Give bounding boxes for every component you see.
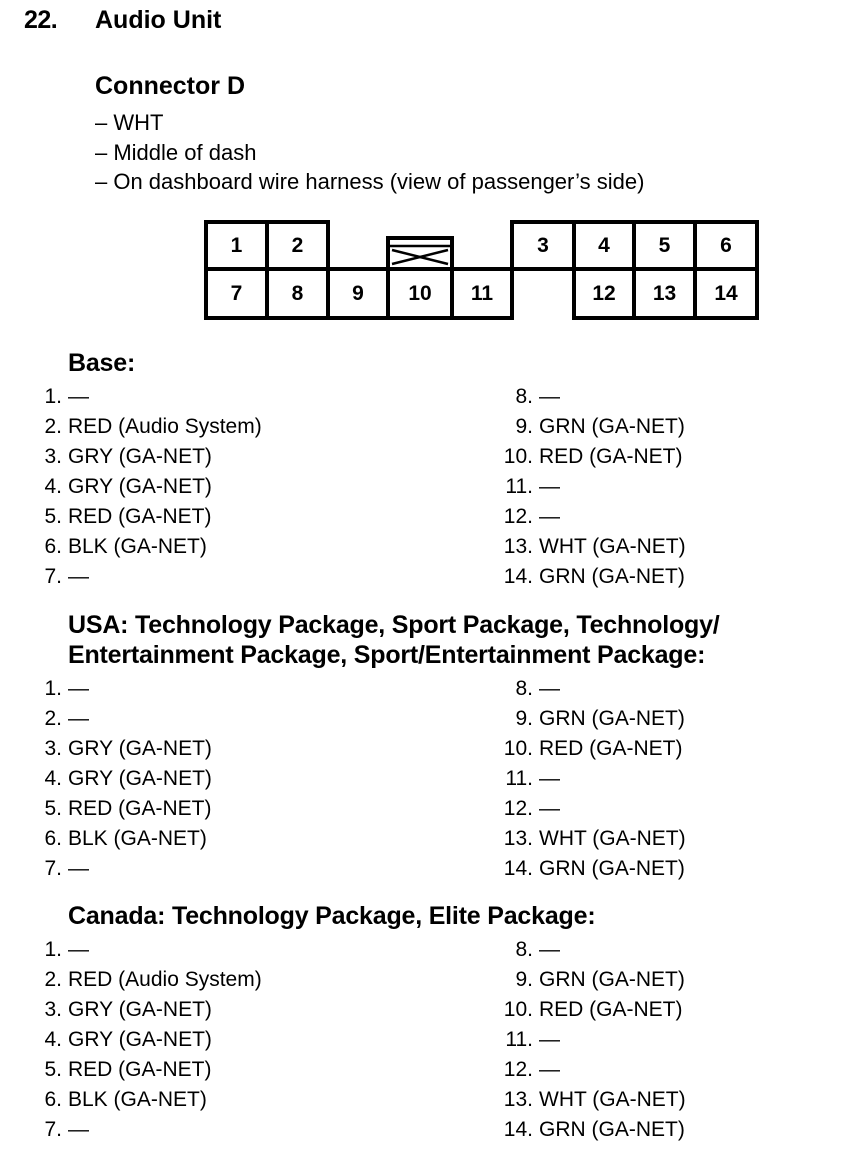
cavity-4: 4: [598, 233, 610, 257]
pin-wire: GRN (GA-NET): [539, 968, 685, 991]
pin-row: [497, 442, 683, 472]
pin-row: [26, 824, 207, 854]
pin-row: [26, 965, 262, 995]
pin-wire: —: [539, 767, 560, 790]
table-heading: Canada: Technology Package, Elite Package:: [68, 902, 596, 930]
pin-wire: RED (GA-NET): [68, 505, 212, 528]
pin-row: [497, 1115, 685, 1145]
pin-row: [497, 734, 683, 764]
pin-number: 13.: [503, 535, 533, 558]
pin-wire: WHT (GA-NET): [539, 535, 686, 558]
pin-number: 4.: [44, 767, 62, 790]
cavity-7: 7: [230, 281, 243, 305]
pin-number: 4.: [44, 475, 62, 498]
pin-number: 11.: [505, 475, 533, 498]
pin-row: [26, 674, 89, 704]
pin-number: 12.: [503, 1058, 533, 1081]
pin-row: [497, 764, 560, 794]
pin-row: [497, 935, 560, 965]
pin-wire: —: [539, 385, 560, 408]
pin-number: 6.: [44, 827, 62, 850]
pin-row: [26, 472, 212, 502]
pin-row: [26, 764, 212, 794]
pin-wire: GRY (GA-NET): [68, 998, 212, 1021]
cavity-11: 11: [470, 281, 494, 305]
pin-row: [26, 532, 207, 562]
pin-row: [497, 995, 683, 1025]
pin-wire: —: [539, 505, 560, 528]
pin-number: 6.: [44, 1088, 62, 1111]
pin-number: 9.: [515, 968, 533, 991]
pin-number: 7.: [44, 1118, 62, 1141]
cavity-2: 2: [291, 233, 304, 257]
pin-number: 2.: [44, 707, 62, 730]
pin-wire: GRN (GA-NET): [539, 707, 685, 730]
pin-number: 2.: [44, 415, 62, 438]
pin-row: [26, 1115, 89, 1145]
pin-wire: GRY (GA-NET): [68, 1028, 212, 1051]
pin-row: [497, 854, 685, 884]
pin-wire: GRN (GA-NET): [539, 1118, 685, 1141]
pin-wire: GRN (GA-NET): [539, 565, 685, 588]
pin-wire: RED (Audio System): [68, 415, 262, 438]
pin-number: 2.: [44, 968, 62, 991]
pin-row: [26, 412, 262, 442]
table-heading: USA: Technology Package, Sport Package, Technology/: [68, 611, 720, 639]
pin-number: 7.: [44, 565, 62, 588]
pin-number: 12.: [503, 797, 533, 820]
pin-row: [26, 935, 89, 965]
pin-row: [497, 472, 560, 502]
pin-number: 5.: [44, 1058, 62, 1081]
pin-wire: —: [539, 1028, 560, 1051]
pin-number: 9.: [515, 415, 533, 438]
cavity-10: 10: [408, 281, 432, 305]
pin-wire: BLK (GA-NET): [68, 827, 207, 850]
pin-number: 10.: [503, 998, 533, 1021]
pin-number: 3.: [44, 998, 62, 1021]
pin-row: [497, 794, 560, 824]
pin-wire: —: [68, 938, 89, 961]
pin-number: 1.: [44, 385, 62, 408]
pin-number: 8.: [515, 677, 533, 700]
pin-row: [26, 1085, 207, 1115]
pin-row: [26, 1055, 212, 1085]
pin-number: 9.: [515, 707, 533, 730]
pin-row: [497, 965, 685, 995]
pin-row: [497, 382, 560, 412]
pin-wire: RED (GA-NET): [68, 1058, 212, 1081]
pin-number: 13.: [503, 827, 533, 850]
connector-location: – Middle of dash: [95, 139, 257, 165]
pin-number: 14.: [503, 857, 533, 880]
pin-number: 1.: [44, 938, 62, 961]
pin-wire: —: [68, 677, 89, 700]
table-heading: Base:: [68, 349, 136, 377]
pin-wire: —: [68, 565, 89, 588]
pin-wire: GRY (GA-NET): [68, 737, 212, 760]
pin-wire: RED (GA-NET): [539, 998, 683, 1021]
pin-wire: GRY (GA-NET): [68, 445, 212, 468]
pin-wire: BLK (GA-NET): [68, 535, 207, 558]
pin-wire: RED (GA-NET): [68, 797, 212, 820]
pin-wire: RED (GA-NET): [539, 445, 683, 468]
pin-row: [26, 704, 89, 734]
pin-row: [26, 502, 212, 532]
pin-number: 8.: [515, 385, 533, 408]
pin-row: [26, 854, 89, 884]
cavity-5: 5: [658, 233, 671, 257]
pin-number: 11.: [505, 767, 533, 790]
pin-wire: —: [539, 677, 560, 700]
pin-row: [26, 382, 89, 412]
pin-wire: WHT (GA-NET): [539, 827, 686, 850]
pin-wire: —: [68, 707, 89, 730]
pin-wire: —: [539, 475, 560, 498]
pin-wire: GRN (GA-NET): [539, 415, 685, 438]
pin-row: [26, 995, 212, 1025]
cavity-12: 12: [592, 281, 616, 305]
pin-row: [26, 1025, 212, 1055]
pin-row: [497, 412, 685, 442]
section-title: Audio Unit: [95, 6, 222, 34]
pin-wire: —: [68, 385, 89, 408]
pin-wire: WHT (GA-NET): [539, 1088, 686, 1111]
connector-color: – WHT: [95, 110, 164, 135]
pin-wire: GRY (GA-NET): [68, 767, 212, 790]
pin-wire: —: [539, 797, 560, 820]
pin-row: [497, 1025, 560, 1055]
cavity-3: 3: [537, 233, 549, 257]
pin-number: 11.: [505, 1028, 533, 1051]
pin-number: 3.: [44, 737, 62, 760]
pin-number: 14.: [503, 1118, 533, 1141]
pin-row: [26, 794, 212, 824]
pin-number: 10.: [503, 445, 533, 468]
cavity-13: 13: [652, 281, 677, 305]
pin-wire: —: [539, 938, 560, 961]
pin-row: [497, 502, 560, 532]
pin-number: 14.: [503, 565, 533, 588]
pin-row: [497, 704, 685, 734]
pin-row: [26, 734, 212, 764]
pin-row: [26, 562, 89, 592]
pin-wire: —: [539, 1058, 560, 1081]
pin-row: [497, 1085, 686, 1115]
cavity-14: 14: [714, 281, 738, 305]
pin-row: [497, 1055, 560, 1085]
pin-wire: RED (Audio System): [68, 968, 262, 991]
pin-wire: BLK (GA-NET): [68, 1088, 207, 1111]
pin-wire: GRN (GA-NET): [539, 857, 685, 880]
pin-wire: RED (GA-NET): [539, 737, 683, 760]
pin-row: [497, 674, 560, 704]
pin-number: 8.: [515, 938, 533, 961]
pin-number: 10.: [503, 737, 533, 760]
connector-title: Connector D: [95, 72, 245, 100]
pin-wire: —: [68, 857, 89, 880]
pin-wire: —: [68, 1118, 89, 1141]
cavity-8: 8: [291, 281, 304, 305]
pin-number: 6.: [44, 535, 62, 558]
pin-row: [26, 442, 212, 472]
connector-harness: – On dashboard wire harness (view of passenger’s side): [95, 169, 645, 194]
table-heading: Entertainment Package, Sport/Entertainment Package:: [68, 641, 706, 669]
cavity-1: 1: [230, 233, 243, 257]
pin-number: 12.: [503, 505, 533, 528]
pin-row: [497, 562, 685, 592]
connector-diagram: [0, 0, 864, 330]
pin-wire: GRY (GA-NET): [68, 475, 212, 498]
pin-number: 13.: [503, 1088, 533, 1111]
pin-row: [497, 532, 686, 562]
pin-number: 3.: [44, 445, 62, 468]
pin-row: [497, 824, 686, 854]
pin-number: 7.: [44, 857, 62, 880]
pin-number: 1.: [44, 677, 62, 700]
pin-number: 5.: [44, 797, 62, 820]
cavity-6: 6: [720, 233, 732, 257]
section-number: 22.: [24, 6, 58, 34]
cavity-9: 9: [352, 281, 364, 305]
pin-number: 4.: [44, 1028, 62, 1051]
pin-number: 5.: [44, 505, 62, 528]
